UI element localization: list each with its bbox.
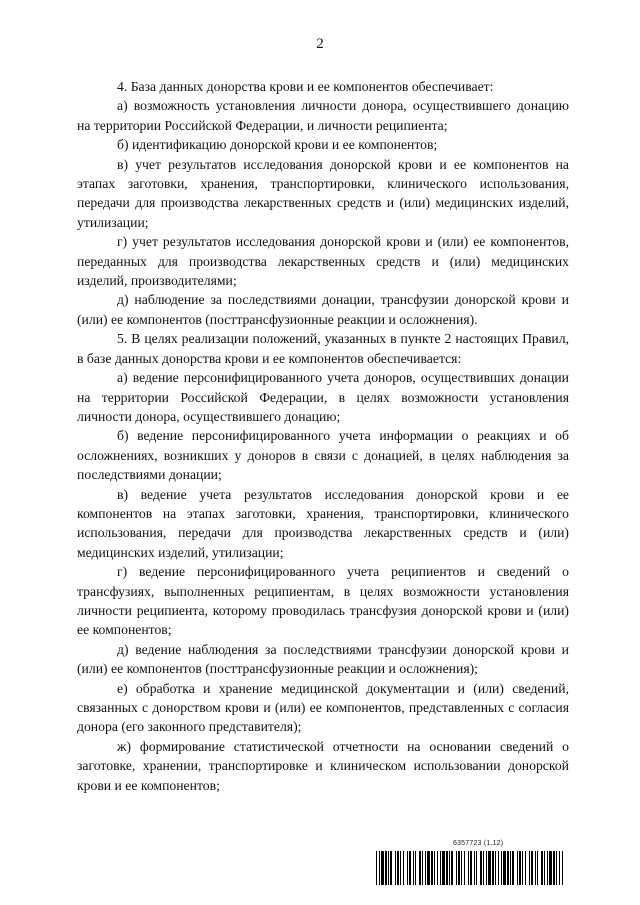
paragraph: г) ведение персонифицированного учета реципиентов и сведений о трансфузиях, выполненных реципиентам, в целях возможности установления личности реципиента, которому проводилась трансфузия донорской крови и (или) ее компонентов; — [77, 564, 569, 638]
paragraph: е) обработка и хранение медицинской документации и (или) сведений, связанных с донорством крови и (или) ее компонентов, представленных с согласия донора (его законного представителя); — [77, 680, 569, 735]
paragraph: д) наблюдение за последствиями донации, трансфузии донорской крови и (или) ее компонентов (посттрансфузионные реакции и осложнения). — [77, 292, 569, 327]
paragraph: а) возможность установления личности донора, осуществившего донацию на территории Российской Федерации, и личности реципиента; — [77, 98, 569, 133]
page-number: 2 — [316, 36, 324, 52]
paragraph: г) учет результатов исследования донорской крови и (или) ее компонентов, переданных для производства лекарственных средств и (или) медицинских изделий, производителями; — [77, 234, 569, 289]
paragraph: в) ведение учета результатов исследования донорской крови и ее компонентов на этапах заготовки, хранения, транспортировки, клинического использования, передачи для производства лекарственных средств и (или) медицинских изделий, утилизации; — [77, 486, 569, 560]
barcode-image — [376, 851, 564, 885]
paragraph: ж) формирование статистической отчетности на основании сведений о заготовке, хранении, транспортировке и клиническом использовании донорской крови и ее компонентов; — [77, 738, 569, 793]
paragraph: 5. В целях реализации положений, указанных в пункте 2 настоящих Правил, в базе данных донорства крови и ее компонентов обеспечивается: — [77, 331, 569, 366]
paragraph: б) идентификацию донорской крови и ее компонентов; — [117, 137, 438, 153]
paragraph: в) учет результатов исследования донорской крови и ее компонентов на этапах заготовки, хранения, транспортировки, клинического использования, передачи для производства лекарственных средств и (или) медицинских изделий, утилизации; — [77, 156, 569, 230]
paragraph: б) ведение персонифицированного учета информации о реакциях и об осложнениях, возникших у доноров в связи с донацией, в целях наблюдения за последствиями донации; — [77, 428, 569, 483]
paragraph: 4. База данных донорства крови и ее компонентов обеспечивает: — [117, 79, 494, 94]
barcode-label: 6357723 (1.12) — [453, 840, 504, 847]
document-body — [77, 77, 569, 795]
paragraph: а) ведение персонифицированного учета доноров, осуществивших донации на территории Российской Федерации, в целях возможности установления личности донора, осуществившего донацию; — [77, 370, 569, 424]
paragraph: д) ведение наблюдения за последствиями трансфузии донорской крови и (или) ее компонентов (посттрансфузионные реакции и осложнения); — [77, 641, 569, 677]
